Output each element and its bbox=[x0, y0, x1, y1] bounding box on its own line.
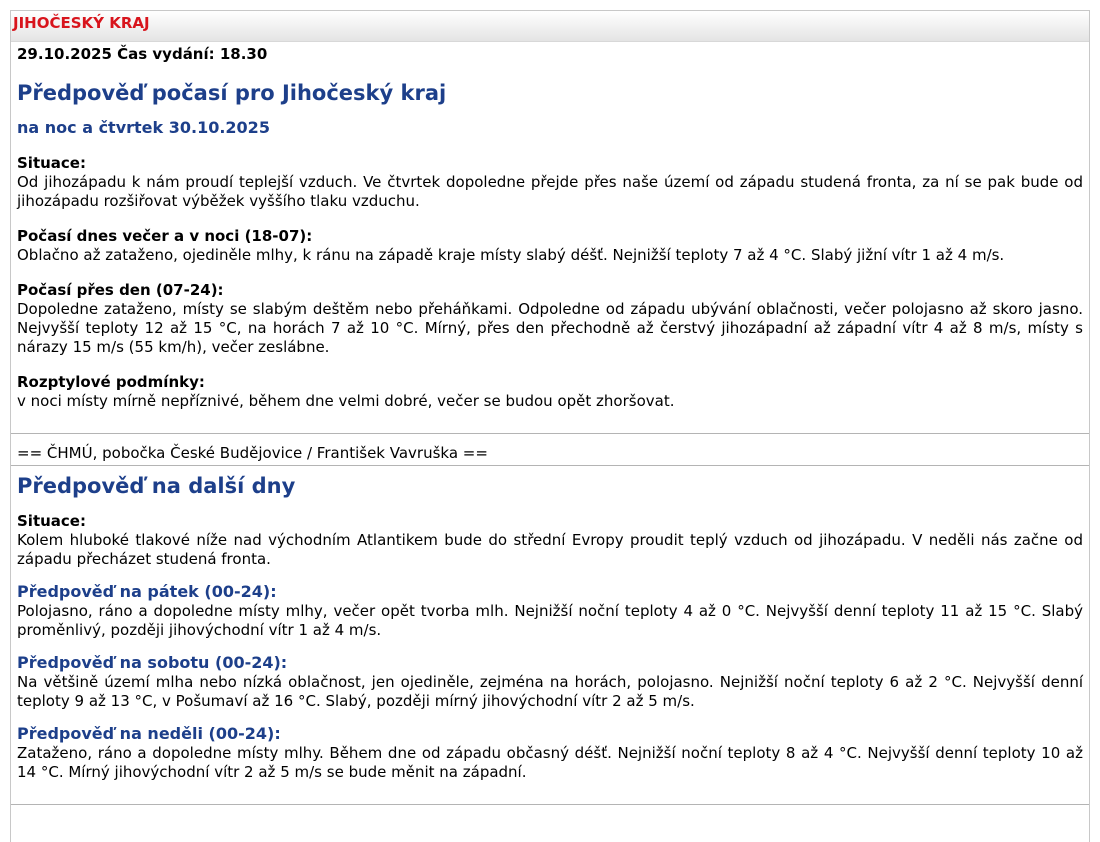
day-text: Na většině území mlha nebo nízká oblačnost, jen ojediněle, zejména na horách, polojasno. Nejnižší noční teploty 6 až 2 °C. Nejvyšší denní teploty 9 až 13 °C, v Pošumaví až 16 °C. Slabý, později mírný jihovýchodní vítr 2 až 5 m/s. bbox=[17, 673, 1083, 710]
section-title: Rozptylové podmínky: bbox=[17, 373, 205, 391]
divider bbox=[11, 804, 1089, 805]
section-title: Počasí dnes večer a v noci (18-07): bbox=[17, 227, 313, 245]
issue-date: 29.10.2025 Čas vydání: 18.30 bbox=[17, 45, 268, 63]
section-day bbox=[17, 281, 1083, 357]
section-title: Situace: bbox=[17, 154, 86, 172]
day-text: Polojasno, ráno a dopoledne místy mlhy, večer opět tvorba mlh. Nejnižší noční teploty 4 až 0 °C. Nejvyšší denní teploty 11 až 15 °C. Slabý proměnlivý, později jihovýchodní vítr 1 až 4 m/s. bbox=[17, 602, 1083, 639]
forecast-subtitle: na noc a čtvrtek 30.10.2025 bbox=[17, 118, 270, 137]
section-next-situation bbox=[17, 512, 1083, 569]
day-friday bbox=[17, 581, 1083, 640]
forecast-content bbox=[11, 44, 1089, 805]
section-title: Situace: bbox=[17, 512, 86, 530]
section-dispersion bbox=[17, 373, 1083, 411]
next-days-title: Předpověď na další dny bbox=[17, 474, 296, 498]
day-title: Předpověď na neděli (00-24): bbox=[17, 724, 281, 743]
day-sunday bbox=[17, 723, 1083, 782]
section-text: Dopoledne zataženo, místy se slabým deštěm nebo přeháňkami. Odpoledne od západu ubývání oblačnosti, večer polojasno až skoro jasno. Nejvyšší teploty 12 až 15 °C, na horách 7 až 10 °C. Mírný, přes den přechodně až čerstvý jihozápadní až západní vítr 4 až 8 m/s, místy s nárazy 15 m/s (55 km/h), večer zeslábne. bbox=[17, 300, 1083, 356]
divider bbox=[11, 433, 1089, 434]
day-title: Předpověď na pátek (00-24): bbox=[17, 582, 277, 601]
day-saturday bbox=[17, 652, 1083, 711]
section-situation bbox=[17, 154, 1083, 211]
section-text: Od jihozápadu k nám proudí teplejší vzduch. Ve čtvrtek dopoledne přejde přes naše území od západu studená fronta, za ní se pak bude od jihozápadu rozšiřovat výběžek vyššího tlaku vzduchu. bbox=[17, 173, 1083, 210]
section-evening bbox=[17, 227, 1083, 265]
section-text: Kolem hluboké tlakové níže nad východním Atlantikem bude do střední Evropy proudit teplý vzduch od jihozápadu. V neděli nás začne od západu přecházet studená fronta. bbox=[17, 531, 1083, 568]
section-title: Počasí přes den (07-24): bbox=[17, 281, 224, 299]
page-title: Předpověď počasí pro Jihočeský kraj bbox=[17, 81, 447, 105]
forecast-panel bbox=[10, 10, 1090, 842]
day-text: Zataženo, ráno a dopoledne místy mlhy. Během dne od západu občasný déšť. Nejnižší noční teploty 8 až 4 °C. Nejvyšší denní teploty 10 až 14 °C. Mírný jihovýchodní vítr 2 až 5 m/s se bude měnit na západní. bbox=[17, 744, 1083, 781]
section-text: Oblačno až zataženo, ojediněle mlhy, k ránu na západě kraje místy slabý déšť. Nejnižší teploty 7 až 4 °C. Slabý jižní vítr 1 až 4 m/s. bbox=[17, 246, 1005, 264]
divider bbox=[11, 465, 1089, 466]
region-header bbox=[11, 11, 1089, 42]
section-text: v noci místy mírně nepříznivé, během dne velmi dobré, večer se budou opět zhoršovat. bbox=[17, 392, 675, 410]
region-title: JIHOČESKÝ KRAJ bbox=[13, 14, 150, 32]
day-title: Předpověď na sobotu (00-24): bbox=[17, 653, 288, 672]
author-footer: == ČHMÚ, pobočka České Budějovice / František Vavruška == bbox=[17, 444, 488, 462]
